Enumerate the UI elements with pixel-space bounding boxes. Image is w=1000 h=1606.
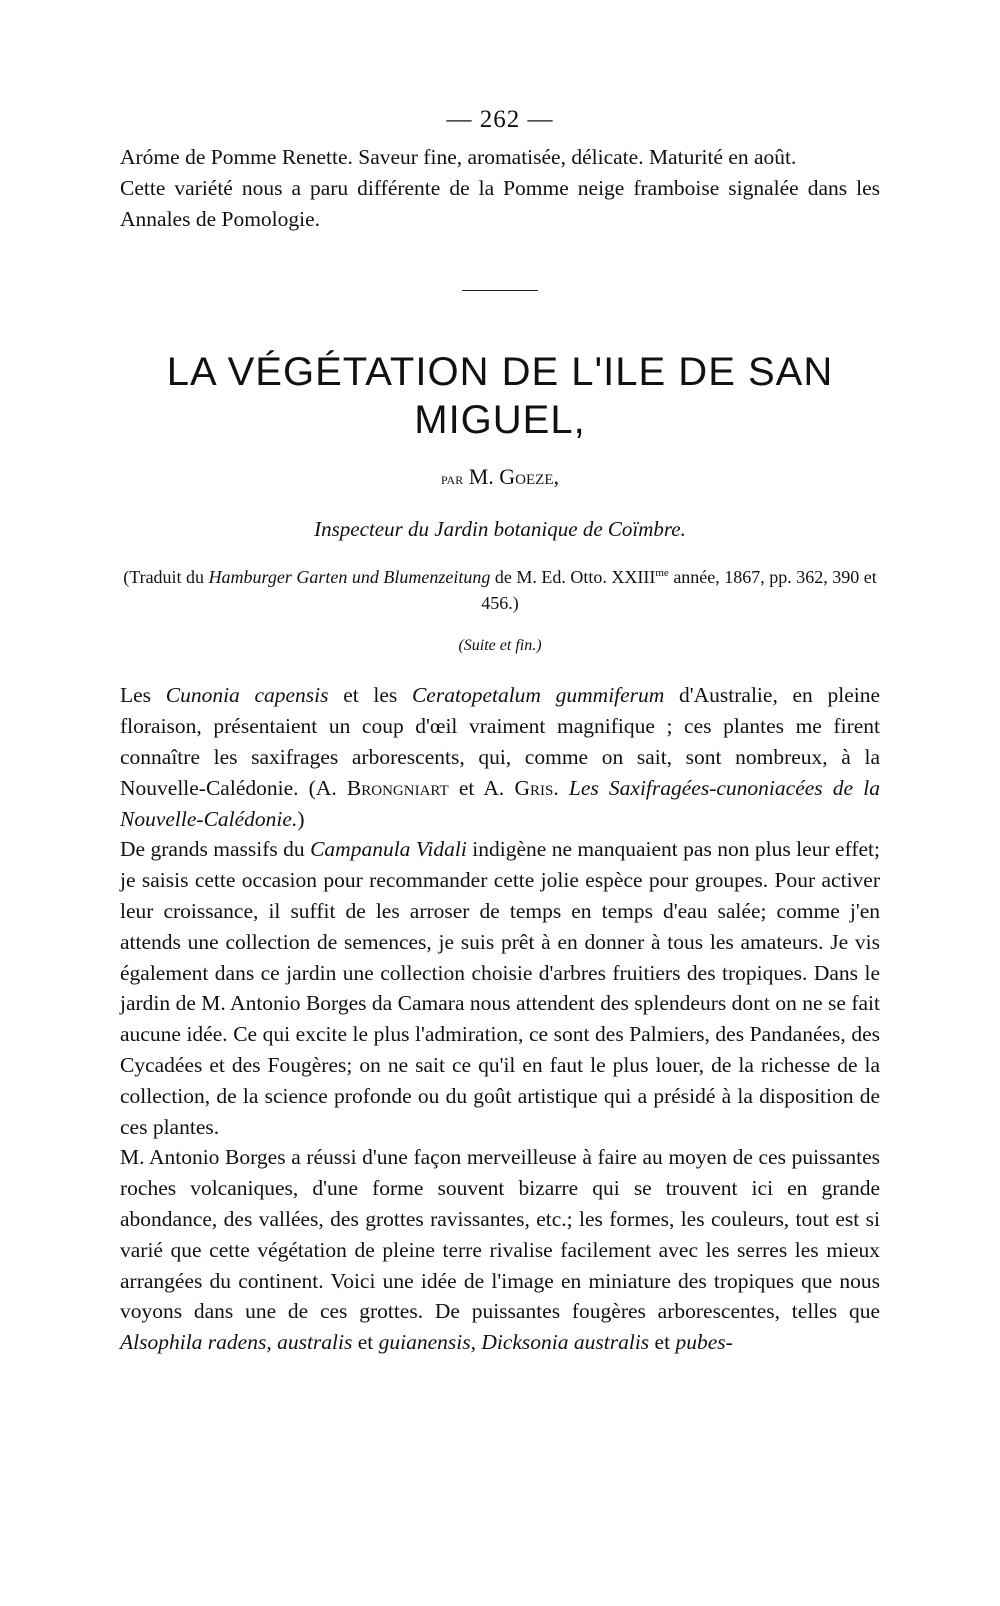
author-role: Inspecteur du Jardin botanique de Coïmbre. <box>314 517 686 542</box>
byline <box>120 462 880 494</box>
source-sup: me <box>655 567 669 580</box>
body-p1-work-title: Les Saxifragées-cunoniacées de la Nouvelle-Calédonie. <box>120 775 880 831</box>
intro-section <box>120 142 880 234</box>
body-p1-species-2: Ceratopetalum gummiferum <box>411 683 665 708</box>
body-p3-species-3: pubes- <box>675 1330 733 1355</box>
article-title: LA VÉGÉTATION DE L'ILE DE SAN MIGUEL, <box>166 350 834 443</box>
source-open: (Traduit du <box>123 567 209 588</box>
page-number: — 262 — <box>446 106 554 133</box>
body-text <box>120 680 880 1358</box>
body-paragraph-3 <box>120 1142 880 1358</box>
body-p1-text-a: Les <box>120 683 166 708</box>
body-p1-text-c: et les <box>328 683 412 708</box>
body-p3-text-e: et <box>649 1330 676 1355</box>
body-p3-species-1: Alsophila radens, australis <box>120 1330 353 1355</box>
source-end: année, 1867, pp. 362, 390 et 456.) <box>481 567 877 614</box>
body-p3-text-c: et <box>352 1330 379 1355</box>
source-journal: Hamburger Garten und Blumenzeitung <box>208 567 491 588</box>
source-note <box>120 564 880 616</box>
body-p1-text-e: d'Australie, en pleine floraison, présentaient un coup d'œil vraiment magnifique ; ces plantes me firent connaître les saxifrages arborescents, qui, comme on sait, sont nombreux, à la Nouvelle-Calédonie. (A. <box>120 683 880 800</box>
section-divider <box>462 290 538 291</box>
body-p2-text-a: De grands massifs du <box>120 837 311 862</box>
page <box>120 0 880 1358</box>
body-p3-text-a: M. Antonio Borges a réussi d'une façon merveilleuse à faire au moyen de ces puissantes roches volcaniques, d'une forme souvent bizarre qui se trouvent ici en grande abondance, des vallées, des grottes ravissantes, etc.; les formes, les couleurs, tout est si varié que cette végétation de pleine terre rivalise facilement avec les serres les mieux arrangées du continent. Voici une idée de l'image en miniature des tropiques que nous voyons dans une de ces grottes. De puissantes fougères arborescentes, telles que <box>120 1145 880 1324</box>
body-p3-species-2: guianensis, Dicksonia australis <box>378 1330 650 1355</box>
source-mid: de M. Ed. Otto. XXIII <box>490 567 656 588</box>
continuation-note: (Suite et fin.) <box>458 637 542 655</box>
byline-par: par <box>440 469 464 489</box>
intro-paragraph-2: Cette variété nous a paru différente de la Pomme neige framboise signalée dans les Annales de Pomologie. <box>120 175 880 231</box>
intro-paragraph-1: Aróme de Pomme Renette. Saveur fine, aromatisée, délicate. Maturité en août. <box>120 145 797 169</box>
byline-author: M. Goeze, <box>468 464 560 490</box>
body-p1-text-i: . <box>553 775 569 800</box>
body-p1-author-1: Brongniart <box>346 775 449 800</box>
body-paragraph-2 <box>120 834 880 1142</box>
body-p1-species-1: Cunonia capensis <box>165 683 329 708</box>
body-p2-text-c: indigène ne manquaient pas non plus leur effet; je saisis cette occasion pour recommander cette jolie espèce pour groupes. Pour activer leur croissance, il suffit de les arroser de temps en temps d'eau salée; comme j'en attends une collection de semences, je suis prêt à en donner à tous les amateurs. Je vis également dans ce jardin une collection choisie d'arbres fruitiers des tropiques. Dans le jardin de M. Antonio Borges da Camara nous attendent des splendeurs dont on ne se fait aucune idée. Ce qui excite le plus l'admiration, ce sont des Palmiers, des Pandanées, des Cycadées et des Fougères; on ne sait ce qu'il en faut le plus louer, de la richesse de la collection, de la science profonde ou du goût artistique qui a présidé à la disposition de ces plantes. <box>120 837 880 1139</box>
body-p1-author-2: Gris <box>514 775 554 800</box>
body-p1-text-k: ) <box>297 806 305 831</box>
body-p2-species: Campanula Vidali <box>310 837 467 862</box>
body-p1-text-g: et A. <box>448 775 515 800</box>
body-paragraph-1 <box>120 680 880 834</box>
